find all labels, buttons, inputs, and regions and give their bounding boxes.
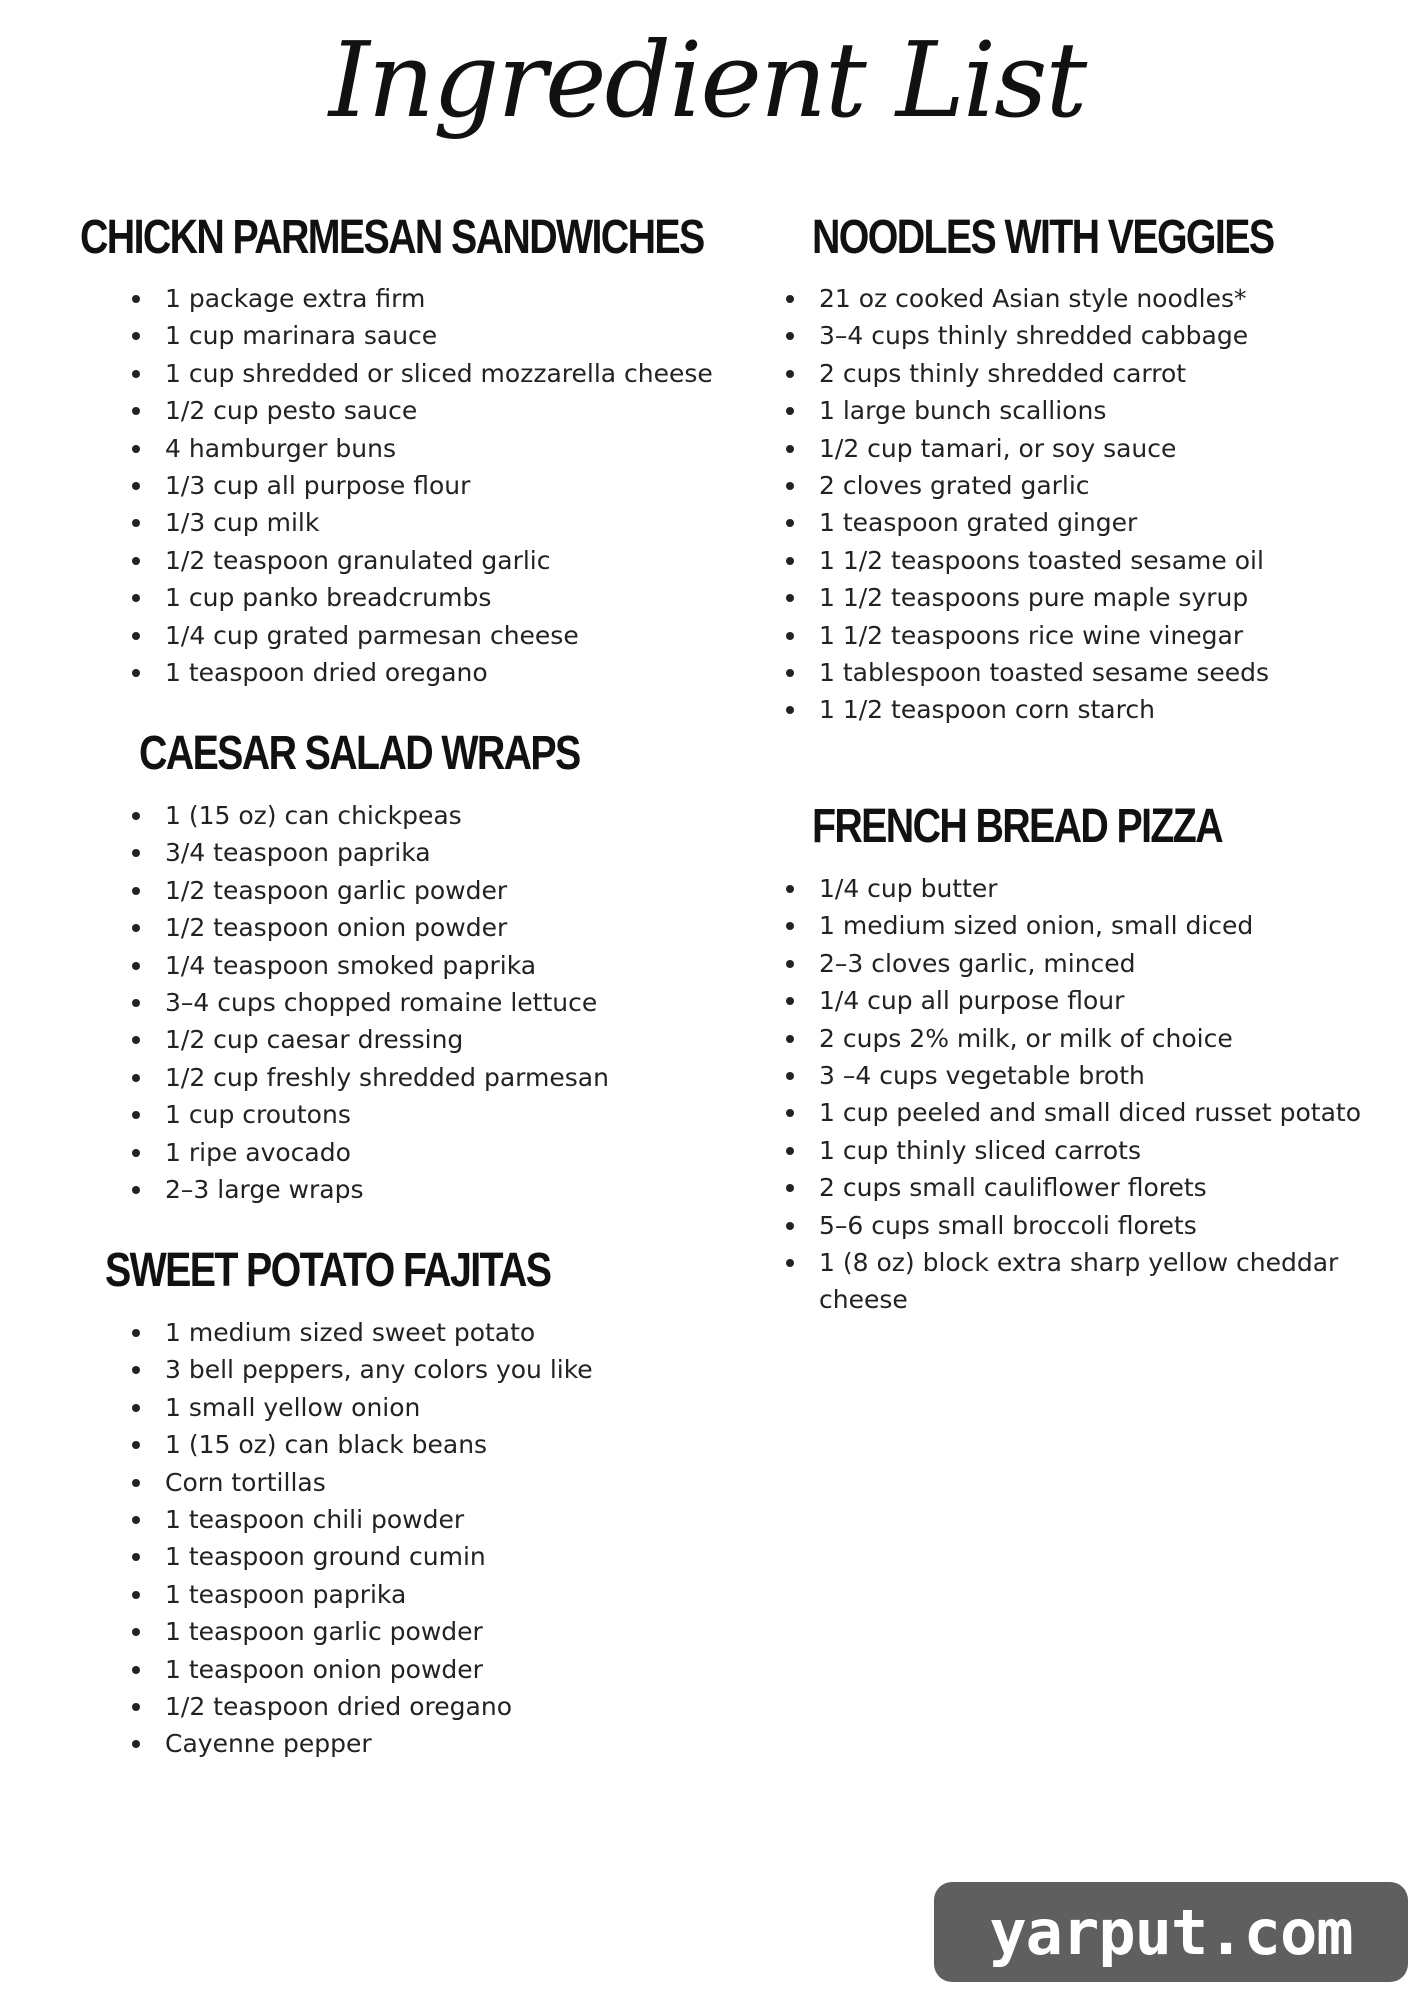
ingredient-item: 1 medium sized onion, small diced bbox=[786, 907, 1386, 944]
ingredient-item: 1 cup marinara sauce bbox=[132, 317, 760, 354]
ingredient-item: 1/4 cup butter bbox=[786, 870, 1386, 907]
ingredient-item: 3–4 cups thinly shredded cabbage bbox=[786, 317, 1406, 354]
page-title: Ingredient List bbox=[328, 19, 1086, 141]
ingredient-item: 5–6 cups small broccoli florets bbox=[786, 1207, 1386, 1244]
ingredient-item: 1 cup croutons bbox=[132, 1096, 760, 1133]
ingredient-item: 1 teaspoon garlic powder bbox=[132, 1613, 760, 1650]
watermark-logo: yarput.com bbox=[934, 1882, 1408, 1982]
ingredient-item: 1 teaspoon dried oregano bbox=[132, 654, 760, 691]
ingredient-item: 3/4 teaspoon paprika bbox=[132, 834, 760, 871]
ingredient-item: 1 medium sized sweet potato bbox=[132, 1314, 760, 1351]
ingredient-item: 1 1/2 teaspoons toasted sesame oil bbox=[786, 542, 1406, 579]
section-title: CAESAR SALAD WRAPS bbox=[139, 727, 580, 780]
section-title: SWEET POTATO FAJITAS bbox=[105, 1244, 551, 1297]
ingredient-item: 1/2 cup pesto sauce bbox=[132, 392, 760, 429]
ingredient-item: 1 (8 oz) block extra sharp yellow cheddar cheese bbox=[786, 1244, 1386, 1319]
ingredient-item: 1 1/2 teaspoons rice wine vinegar bbox=[786, 617, 1406, 654]
ingredient-item: 1 teaspoon onion powder bbox=[132, 1651, 760, 1688]
ingredient-item: 1 teaspoon chili powder bbox=[132, 1501, 760, 1538]
section-title: FRENCH BREAD PIZZA bbox=[812, 800, 1222, 853]
ingredient-item: 1 1/2 teaspoon corn starch bbox=[786, 691, 1406, 728]
ingredient-item: 3 bell peppers, any colors you like bbox=[132, 1351, 760, 1388]
ingredient-list bbox=[786, 870, 1386, 1319]
ingredient-item: 1/2 cup tamari, or soy sauce bbox=[786, 430, 1406, 467]
ingredient-item: Cayenne pepper bbox=[132, 1725, 760, 1762]
ingredient-list bbox=[132, 797, 760, 1208]
ingredient-item: 1/2 teaspoon dried oregano bbox=[132, 1688, 760, 1725]
ingredient-item: 1 large bunch scallions bbox=[786, 392, 1406, 429]
ingredient-item: 1 cup panko breadcrumbs bbox=[132, 579, 760, 616]
section-title: NOODLES WITH VEGGIES bbox=[812, 211, 1274, 264]
ingredient-item: 1 ripe avocado bbox=[132, 1134, 760, 1171]
section-noodles-with-veggies bbox=[736, 211, 1406, 729]
ingredient-item: 1 tablespoon toasted sesame seeds bbox=[786, 654, 1406, 691]
ingredient-item: 1/2 teaspoon garlic powder bbox=[132, 872, 760, 909]
ingredient-item: 1 cup peeled and small diced russet potato bbox=[786, 1094, 1386, 1131]
section-caesar-salad-wraps bbox=[80, 727, 760, 1208]
ingredient-item: 1 cup thinly sliced carrots bbox=[786, 1132, 1386, 1169]
section-chickn-parmesan-sandwiches bbox=[80, 211, 760, 691]
ingredient-item: 3 –4 cups vegetable broth bbox=[786, 1057, 1386, 1094]
ingredient-item: 1 teaspoon grated ginger bbox=[786, 504, 1406, 541]
ingredient-item: 1/3 cup all purpose flour bbox=[132, 467, 760, 504]
ingredient-list bbox=[786, 280, 1406, 729]
ingredient-item: 1 teaspoon ground cumin bbox=[132, 1538, 760, 1575]
ingredient-item: 1 teaspoon paprika bbox=[132, 1576, 760, 1613]
ingredient-item: 2 cloves grated garlic bbox=[786, 467, 1406, 504]
ingredient-item: 1/2 teaspoon onion powder bbox=[132, 909, 760, 946]
ingredient-item: 1/4 cup all purpose flour bbox=[786, 982, 1386, 1019]
ingredient-item: 1/4 cup grated parmesan cheese bbox=[132, 617, 760, 654]
ingredient-item: 21 oz cooked Asian style noodles* bbox=[786, 280, 1406, 317]
ingredient-list bbox=[132, 1314, 760, 1763]
ingredient-item: 1 1/2 teaspoons pure maple syrup bbox=[786, 579, 1406, 616]
ingredient-item: 2 cups 2% milk, or milk of choice bbox=[786, 1020, 1386, 1057]
section-title: CHICKN PARMESAN SANDWICHES bbox=[80, 211, 704, 264]
ingredient-item: 2 cups thinly shredded carrot bbox=[786, 355, 1406, 392]
ingredient-item: 1 small yellow onion bbox=[132, 1389, 760, 1426]
ingredient-item: 2 cups small cauliflower florets bbox=[786, 1169, 1386, 1206]
section-french-bread-pizza bbox=[736, 800, 1406, 1319]
ingredient-list bbox=[132, 280, 760, 691]
ingredient-item: 1/4 teaspoon smoked paprika bbox=[132, 947, 760, 984]
ingredient-item: 1/2 cup freshly shredded parmesan bbox=[132, 1059, 760, 1096]
ingredient-item: 1/3 cup milk bbox=[132, 504, 760, 541]
section-sweet-potato-fajitas bbox=[80, 1244, 760, 1763]
ingredient-item: 3–4 cups chopped romaine lettuce bbox=[132, 984, 760, 1021]
ingredient-item: 2–3 large wraps bbox=[132, 1171, 760, 1208]
ingredient-item: 2–3 cloves garlic, minced bbox=[786, 945, 1386, 982]
ingredient-item: 1/2 teaspoon granulated garlic bbox=[132, 542, 760, 579]
ingredient-item: 1 (15 oz) can chickpeas bbox=[132, 797, 760, 834]
ingredient-item: 1/2 cup caesar dressing bbox=[132, 1021, 760, 1058]
ingredient-item: 4 hamburger buns bbox=[132, 430, 760, 467]
ingredient-item: Corn tortillas bbox=[132, 1464, 760, 1501]
ingredient-item: 1 cup shredded or sliced mozzarella cheese bbox=[132, 355, 760, 392]
ingredient-item: 1 (15 oz) can black beans bbox=[132, 1426, 760, 1463]
ingredient-item: 1 package extra firm bbox=[132, 280, 760, 317]
